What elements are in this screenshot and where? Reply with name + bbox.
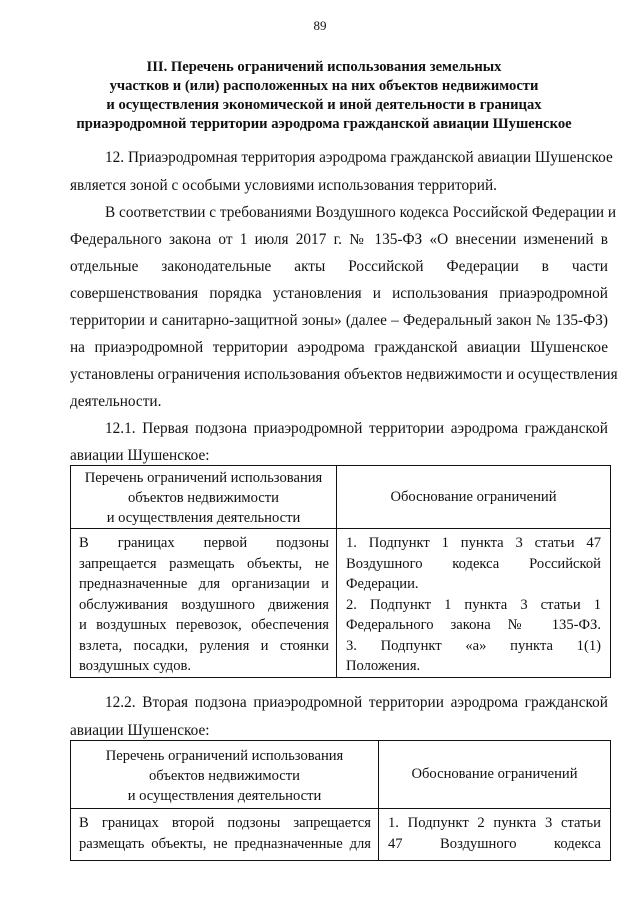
basis-line: 2. Подпункт 1 пункта 3 статьи 1 (346, 596, 601, 613)
basis-line: 1. Подпункт 1 пункта 3 статьи 47 (346, 535, 601, 551)
header-line: объектов недвижимости (128, 490, 279, 506)
header-line: Перечень ограничений использования (84, 470, 323, 486)
heading-line: и осуществления экономической и иной деятельности в границах (106, 97, 542, 113)
header-line: Перечень ограничений использования (105, 748, 344, 764)
restriction-line: обслуживания воздушного движения (79, 596, 329, 613)
paragraph-basis-line: территории и санитарно-защитной зоны» (далее – Федеральный закон № 135-ФЗ) (70, 312, 608, 329)
restriction-line: и воздушных перевозок, обеспечения (79, 617, 329, 633)
page-number: 89 (313, 18, 327, 33)
basis-cell (379, 809, 611, 861)
section-heading (64, 58, 584, 134)
paragraph-basis-line: отдельные законодательные акты Российской Федерации в части (70, 258, 608, 275)
table-header-restrictions (71, 741, 379, 809)
paragraph-basis-line: совершенствования порядка установления и использования приаэродромной (70, 285, 608, 302)
header-line: и осуществления деятельности (127, 788, 322, 804)
restriction-cell (71, 809, 379, 861)
subzone-2-intro-line: 12.2. Вторая подзона приаэродромной территории аэродрома гражданской (105, 694, 608, 711)
restriction-line: запрещается размещать объекты, не (79, 555, 329, 572)
restriction-line: предназначенные для организации и (79, 576, 329, 592)
paragraph-12-line: 12. Приаэродромная территория аэродрома гражданской авиации Шушенское (105, 149, 613, 166)
basis-line: 1. Подпункт 2 пункта 3 статьи (388, 815, 601, 831)
subzone-1-intro-line: 12.1. Первая подзона приаэродромной территории аэродрома гражданской (105, 420, 608, 437)
heading-line: III. Перечень ограничений использования земельных (146, 59, 502, 75)
table-header-basis: Обоснование ограничений (379, 741, 611, 809)
subzone-1-intro-line: авиации Шушенское: (70, 447, 210, 464)
paragraph-basis-line: В соответствии с требованиями Воздушного кодекса Российской Федерации и (105, 204, 617, 221)
header-line: объектов недвижимости (149, 768, 300, 784)
basis-line: 47 Воздушного кодекса (388, 835, 601, 852)
restriction-line: взлета, посадки, руления и стоянки (79, 637, 329, 654)
basis-line: Положения. (346, 658, 421, 674)
heading-line: участков и (или) расположенных на них объектов недвижимости (109, 78, 539, 94)
table-header-basis: Обоснование ограничений (337, 466, 611, 529)
paragraph-basis-line: Федерального закона от 1 июля 2017 г. № 135-ФЗ «О внесении изменений в (70, 231, 608, 248)
paragraph-basis-line: установлены ограничения использования объектов недвижимости и осуществления (70, 366, 618, 383)
header-line: и осуществления деятельности (106, 510, 301, 526)
table-header-restrictions (71, 466, 337, 529)
restriction-cell (71, 529, 337, 678)
basis-line: Воздушного кодекса Российской (346, 555, 601, 572)
basis-cell (337, 529, 611, 678)
heading-line: приаэродромной территории аэродрома гражданской авиации Шушенское (76, 116, 572, 132)
paragraph-12-line: является зоной с особыми условиями использования территорий. (70, 177, 497, 194)
restriction-line: В границах первой подзоны (79, 535, 329, 551)
subzone-2-intro-line: авиации Шушенское: (70, 722, 210, 739)
subzone-2-restrictions-table (70, 740, 611, 861)
subzone-1-restrictions-table (70, 465, 611, 678)
basis-line: 3. Подпункт «а» пункта 1(1) (346, 637, 601, 654)
basis-line: Федерального закона № 135-ФЗ. (346, 617, 601, 633)
basis-line: Федерации. (346, 576, 419, 592)
restriction-line: размещать объекты, не предназначенные для (79, 835, 371, 852)
restriction-line: В границах второй подзоны запрещается (79, 815, 371, 831)
paragraph-basis-line: деятельности. (70, 393, 162, 410)
paragraph-basis-line: на приаэродромной территории аэродрома гражданской авиации Шушенское (70, 339, 608, 356)
restriction-line: воздушных судов. (79, 658, 192, 674)
